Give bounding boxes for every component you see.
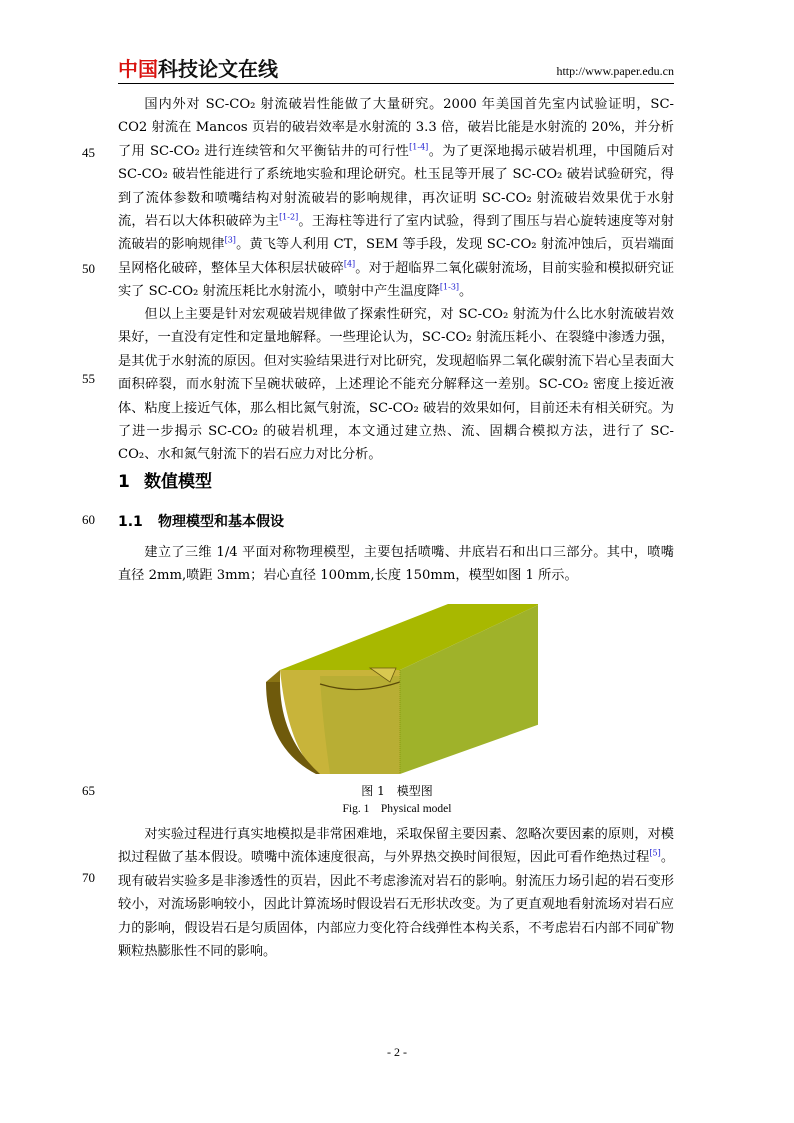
logo-red-text: 中国: [118, 57, 158, 81]
line-number: 65: [82, 783, 95, 798]
paragraph-model: [118, 541, 674, 588]
text-run: 。对于超临界二氧化碳射流场，目前实验和模拟研究证实了 SC-CO₂ 射流压耗比水射流小，喷射中产生温度降: [118, 260, 675, 300]
figure-caption-en: Fig. 1 Physical model: [342, 803, 452, 815]
citation[interactable]: [3]: [224, 236, 236, 246]
line-number: 45: [82, 145, 95, 160]
citation[interactable]: [1-3]: [439, 282, 460, 292]
paragraph-intro: [118, 93, 674, 304]
site-logo: [118, 56, 278, 82]
text-run: 国内外对 SC-CO₂ 射流破岩性能做了大量研究。2000 年美国首先室内试验证明，SC-CO2 射流在 Mancos 页岩的破岩效率是水射流的 3.3 倍，破岩比能是水射流的 20%，并分析了用 SC-CO₂ 进行连续管和欠平衡钻井的可行性: [118, 97, 674, 159]
text-run: 。黄飞等人利用 CT，SEM 等手段，发现 SC-CO₂ 射流冲蚀后，页岩端面呈网格化破碎，整体呈大体积层状破碎: [118, 237, 674, 276]
line-number: 50: [82, 261, 95, 276]
text-run: 。: [459, 284, 473, 300]
model-figure-image: [258, 598, 538, 778]
rock-section: [320, 676, 400, 774]
rock-edge-face: [266, 670, 280, 682]
section-title: 数值模型: [144, 472, 212, 492]
paragraph-motivation: [118, 303, 674, 467]
figure-caption-cn: 图 1 模型图: [361, 784, 433, 798]
text-run: 。为了更深地揭示破岩机理，中国随后对 SC-CO₂ 破岩性能进行了系统地实验和理论研究。杜玉昆等开展了 SC-CO₂ 破岩试验研究，得到了流体参数和喷嘴结构对射流破岩的影响规律，再次证明 SC-CO₂ 射流破岩效果优于水射流，岩石以大体积破碎为主: [118, 143, 675, 230]
text-run: 。现有破岩实验多是非渗透性的页岩，因此不考虑渗流对岩石的影响。射流压力场引起的岩石变形较小，对流场影响较小，因此计算流场时假设岩石无形状改变。为了更直观地看射流场对岩石应力的影响，假设岩石是匀质固体，内部应力变化符合线弹性本构关系，不考虑岩石内部不同矿物颗粒热膨胀性不同的影响。: [118, 850, 675, 960]
model-figure: [258, 598, 538, 778]
text-run: 对实验过程进行真实地模拟是非常困难地，采取保留主要因素、忽略次要因素的原则，对模拟过程做了基本假设。喷嘴中流体速度很高，与外界热交换时间很短，因此可看作绝热过程: [118, 827, 674, 866]
subsection-title: 物理模型和基本假设: [158, 514, 284, 530]
section-heading: [118, 467, 212, 492]
header-url[interactable]: http://www.paper.edu.cn: [556, 64, 674, 78]
logo-text: 科技论文在线: [158, 57, 278, 81]
citation[interactable]: [1-2]: [279, 212, 299, 222]
citation[interactable]: [5]: [649, 849, 661, 859]
page-number: - 2 -: [387, 1045, 407, 1059]
citation[interactable]: [1-4]: [409, 142, 429, 152]
subsection-heading: [118, 511, 284, 531]
page-header: [118, 56, 674, 84]
paragraph-text: 建立了三维 1/4 平面对称物理模型，主要包括喷嘴、井底岩石和出口三部分。其中，喷嘴直径 2mm,喷距 3mm；岩心直径 100mm,长度 150mm，模型如图 1 所示。: [118, 545, 674, 584]
subsection-number: 1.1: [118, 514, 143, 530]
citation[interactable]: [4]: [343, 259, 356, 269]
line-number: 55: [82, 371, 95, 386]
section-number: 1: [118, 472, 130, 492]
header-rule: [118, 83, 674, 84]
text-run: 。王海柱等进行了室内试验，得到了围压与岩心旋转速度等对射流破岩的影响规律: [118, 214, 674, 253]
paragraph-assumptions: [118, 823, 674, 963]
paragraph-text: 但以上主要是针对宏观破岩规律做了探索性研究，对 SC-CO₂ 射流为什么比水射流破岩效果好，一直没有定性和定量地解释。一些理论认为，SC-CO₂ 射流压耗小、在裂缝中渗透力强，是其优于水射流的原因。但对实验结果进行对比研究，发现超临界二氧化碳射流下岩心呈表面大面积碎裂，而水射流下呈碗状破碎，上述理论不能充分解释这一差别。SC-CO₂ 密度上接近液体、粘度上接近气体，那么相比氮气射流，SC-CO₂ 破岩的效果如何，目前还未有相关研究。为了进一步揭示 SC-CO₂ 的破岩机理，本文通过建立热、流、固耦合模拟方法，进行了 SC-CO₂、水和氮气射流下的岩石应力对比分析。: [118, 307, 674, 463]
line-number: 60: [82, 512, 95, 527]
line-number: 70: [82, 870, 95, 885]
